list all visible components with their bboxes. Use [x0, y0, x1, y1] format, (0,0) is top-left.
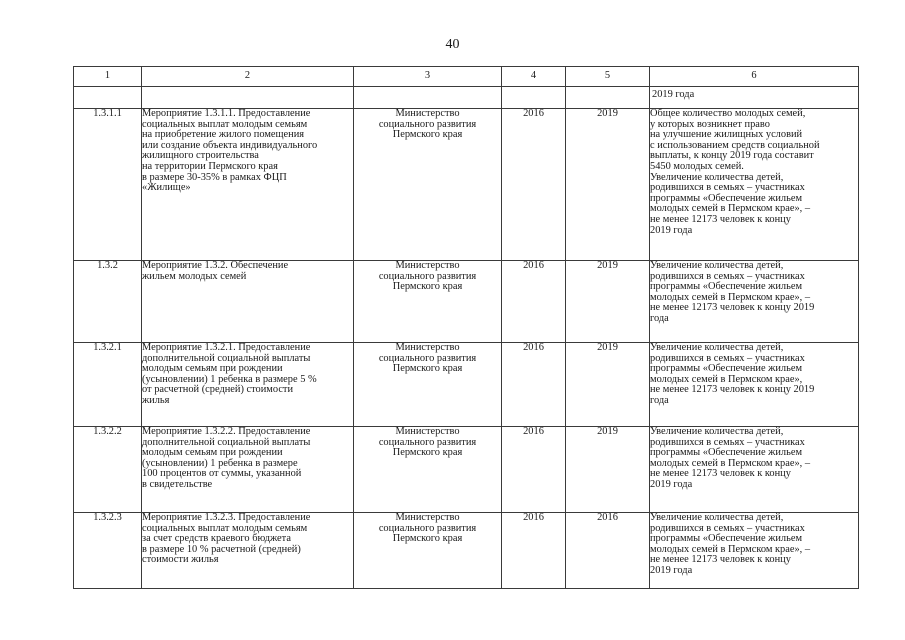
measure-end-year: 2019 [566, 109, 650, 261]
measure-executor-line: социального развития [378, 118, 477, 130]
carryover-cell-5 [566, 87, 650, 109]
measure-result-line: Увеличение количества детей, [650, 512, 784, 523]
measure-start-year: 2016 [502, 343, 566, 427]
measure-result-line: на улучшение жилищных условий [650, 129, 803, 141]
measure-name-line: (усыновлении) 1 ребенка в размере [142, 457, 298, 469]
measure-result-line: молодых семей в Пермском крае», – [650, 543, 811, 555]
measure-result-line: 2019 года [650, 564, 693, 576]
measure-start-year: 2016 [502, 427, 566, 513]
measure-result-line: программы «Обеспечение жильем [650, 363, 803, 375]
measure-result-line: Общее количество молодых семей, [650, 108, 806, 119]
measure-row [74, 261, 859, 343]
measure-name-line: от расчетной (средней) стоимости [142, 384, 294, 396]
measure-name-line: на территории Пермского края [142, 160, 278, 172]
measure-executor-line: Министерство [395, 108, 460, 119]
measure-result-line: не менее 12173 человек к концу [650, 468, 791, 480]
measure-name-line: в размере 30-35% в рамках ФЦП [142, 171, 287, 183]
measure-name-line: «Жилище» [142, 182, 191, 194]
carryover-result [650, 87, 859, 109]
measure-executor [354, 343, 502, 427]
measure-result-line: Увеличение количества детей, [650, 342, 784, 353]
measure-start-year: 2016 [502, 513, 566, 589]
measure-result-line: 2019 года [650, 224, 693, 236]
page-number: 40 [445, 37, 460, 52]
measure-name [142, 513, 354, 589]
measure-name-line: Мероприятие 1.3.1.1. Предоставление [142, 108, 311, 119]
measure-result-line: родившихся в семьях – участниках [650, 522, 805, 534]
measure-name [142, 109, 354, 261]
measure-name-line: в размере 10 % расчетной (средней) [142, 543, 301, 555]
measure-result-line: Увеличение количества детей, [650, 426, 784, 437]
measure-name-line: Мероприятие 1.3.2.1. Предоставление [142, 342, 311, 353]
measure-end-year: 2016 [566, 513, 650, 589]
measure-end-year: 2019 [566, 343, 650, 427]
measure-result-line: Увеличение количества детей, [650, 171, 784, 183]
carryover-cell-1 [74, 87, 142, 109]
measure-name-line: жилья [142, 394, 170, 406]
measure-executor-line: социального развития [378, 270, 477, 282]
measure-executor-line: Пермского края [392, 363, 463, 375]
measure-name-line: или создание объекта индивидуального [142, 139, 318, 151]
measure-row [74, 513, 859, 589]
measure-result-line: программы «Обеспечение жильем [650, 281, 803, 293]
header-col-2: 2 [142, 67, 354, 87]
measure-name-line: дополнительной социальной выплаты [142, 436, 311, 448]
measure-result [650, 513, 859, 589]
measure-executor-line: Министерство [395, 342, 460, 353]
measure-name-line: дополнительной социальной выплаты [142, 352, 311, 364]
measure-executor-line: Министерство [395, 260, 460, 271]
measure-name [142, 343, 354, 427]
measure-name-line: в свидетельстве [142, 478, 213, 490]
measure-name-line: за счет средств краевого бюджета [142, 533, 291, 545]
measure-result-line: 2019 года [650, 478, 693, 490]
measure-executor-line: социального развития [378, 522, 477, 534]
measure-result-line: не менее 12173 человек к концу [650, 554, 791, 566]
measure-name-line: Мероприятие 1.3.2.3. Предоставление [142, 512, 311, 523]
measure-executor [354, 109, 502, 261]
measure-executor-line: Пермского края [392, 447, 463, 459]
measure-result-line: родившихся в семьях – участниках [650, 270, 805, 282]
measure-name-line: Мероприятие 1.3.2.2. Предоставление [142, 426, 311, 437]
measure-result-line: не менее 12173 человек к концу 2019 [650, 302, 815, 314]
measure-result-line: молодых семей в Пермском крае», [650, 373, 803, 385]
header-col-4: 4 [502, 67, 566, 87]
measure-executor-line: социального развития [378, 352, 477, 364]
measure-name [142, 261, 354, 343]
measure-result-line: программы «Обеспечение жильем [650, 447, 803, 459]
carryover-result-line: 2019 года [652, 89, 695, 100]
measure-result-line: у которых возникнет право [650, 118, 770, 130]
measure-name-line: на приобретение жилого помещения [142, 129, 305, 141]
measure-executor [354, 427, 502, 513]
measure-end-year: 2019 [566, 261, 650, 343]
measure-name-line: жильем молодых семей [142, 270, 247, 282]
measure-result-line: молодых семей в Пермском крае», – [650, 203, 811, 215]
measure-name-line: стоимости жилья [142, 554, 219, 566]
measure-result-line: программы «Обеспечение жильем [650, 192, 803, 204]
measure-result-line: родившихся в семьях – участниках [650, 436, 805, 448]
measure-number: 1.3.2 [74, 261, 142, 343]
carryover-cell-2 [142, 87, 354, 109]
measure-executor-line: Пермского края [392, 533, 463, 545]
measure-result-line: не менее 12173 человек к концу [650, 213, 791, 225]
measure-name-line: 100 процентов от суммы, указанной [142, 468, 302, 480]
measure-result-line: года [650, 312, 669, 324]
measure-row [74, 109, 859, 261]
measure-row [74, 427, 859, 513]
measure-result [650, 109, 859, 261]
header-row [74, 67, 859, 87]
measure-result-line: молодых семей в Пермском крае», – [650, 291, 811, 303]
measure-result-line: родившихся в семьях – участниках [650, 182, 805, 194]
measure-name-line: молодым семьям при рождении [142, 447, 283, 459]
measure-result-line: молодых семей в Пермском крае», – [650, 457, 811, 469]
measure-result-line: выплаты, к концу 2019 года составит [650, 150, 814, 162]
measure-executor-line: Пермского края [392, 281, 463, 293]
header-col-3: 3 [354, 67, 502, 87]
carryover-cell-3 [354, 87, 502, 109]
measure-result [650, 427, 859, 513]
measure-result-line: программы «Обеспечение жильем [650, 533, 803, 545]
measure-name-line: социальных выплат молодым семьям [142, 522, 308, 534]
measure-result-line: не менее 12173 человек к концу 2019 [650, 384, 815, 396]
measure-name-line: молодым семьям при рождении [142, 363, 283, 375]
measure-start-year: 2016 [502, 261, 566, 343]
measure-name-line: Мероприятие 1.3.2. Обеспечение [142, 260, 289, 271]
measure-result-line: Увеличение количества детей, [650, 260, 784, 271]
measure-number: 1.3.2.1 [74, 343, 142, 427]
header-col-1: 1 [74, 67, 142, 87]
measure-name-line: социальных выплат молодым семьям [142, 118, 308, 130]
measure-executor-line: Министерство [395, 512, 460, 523]
header-col-6: 6 [650, 67, 859, 87]
measure-executor-line: социального развития [378, 436, 477, 448]
measure-executor [354, 261, 502, 343]
measure-name-line: (усыновлении) 1 ребенка в размере 5 % [142, 373, 317, 385]
measure-result [650, 343, 859, 427]
measure-executor [354, 513, 502, 589]
measure-row [74, 343, 859, 427]
carryover-row [74, 87, 859, 109]
measure-name [142, 427, 354, 513]
measure-executor-line: Министерство [395, 426, 460, 437]
measure-number: 1.3.2.3 [74, 513, 142, 589]
measure-start-year: 2016 [502, 109, 566, 261]
measure-number: 1.3.1.1 [74, 109, 142, 261]
measure-result [650, 261, 859, 343]
measure-result-line: 5450 молодых семей. [650, 160, 744, 172]
measure-end-year: 2019 [566, 427, 650, 513]
measure-number: 1.3.2.2 [74, 427, 142, 513]
carryover-cell-4 [502, 87, 566, 109]
measure-result-line: года [650, 394, 669, 406]
measure-executor-line: Пермского края [392, 129, 463, 141]
measure-name-line: жилищного строительства [142, 150, 259, 162]
header-col-5: 5 [566, 67, 650, 87]
measure-result-line: родившихся в семьях – участниках [650, 352, 805, 364]
measure-result-line: с использованием средств социальной [650, 139, 820, 151]
program-measures-table [73, 66, 859, 589]
